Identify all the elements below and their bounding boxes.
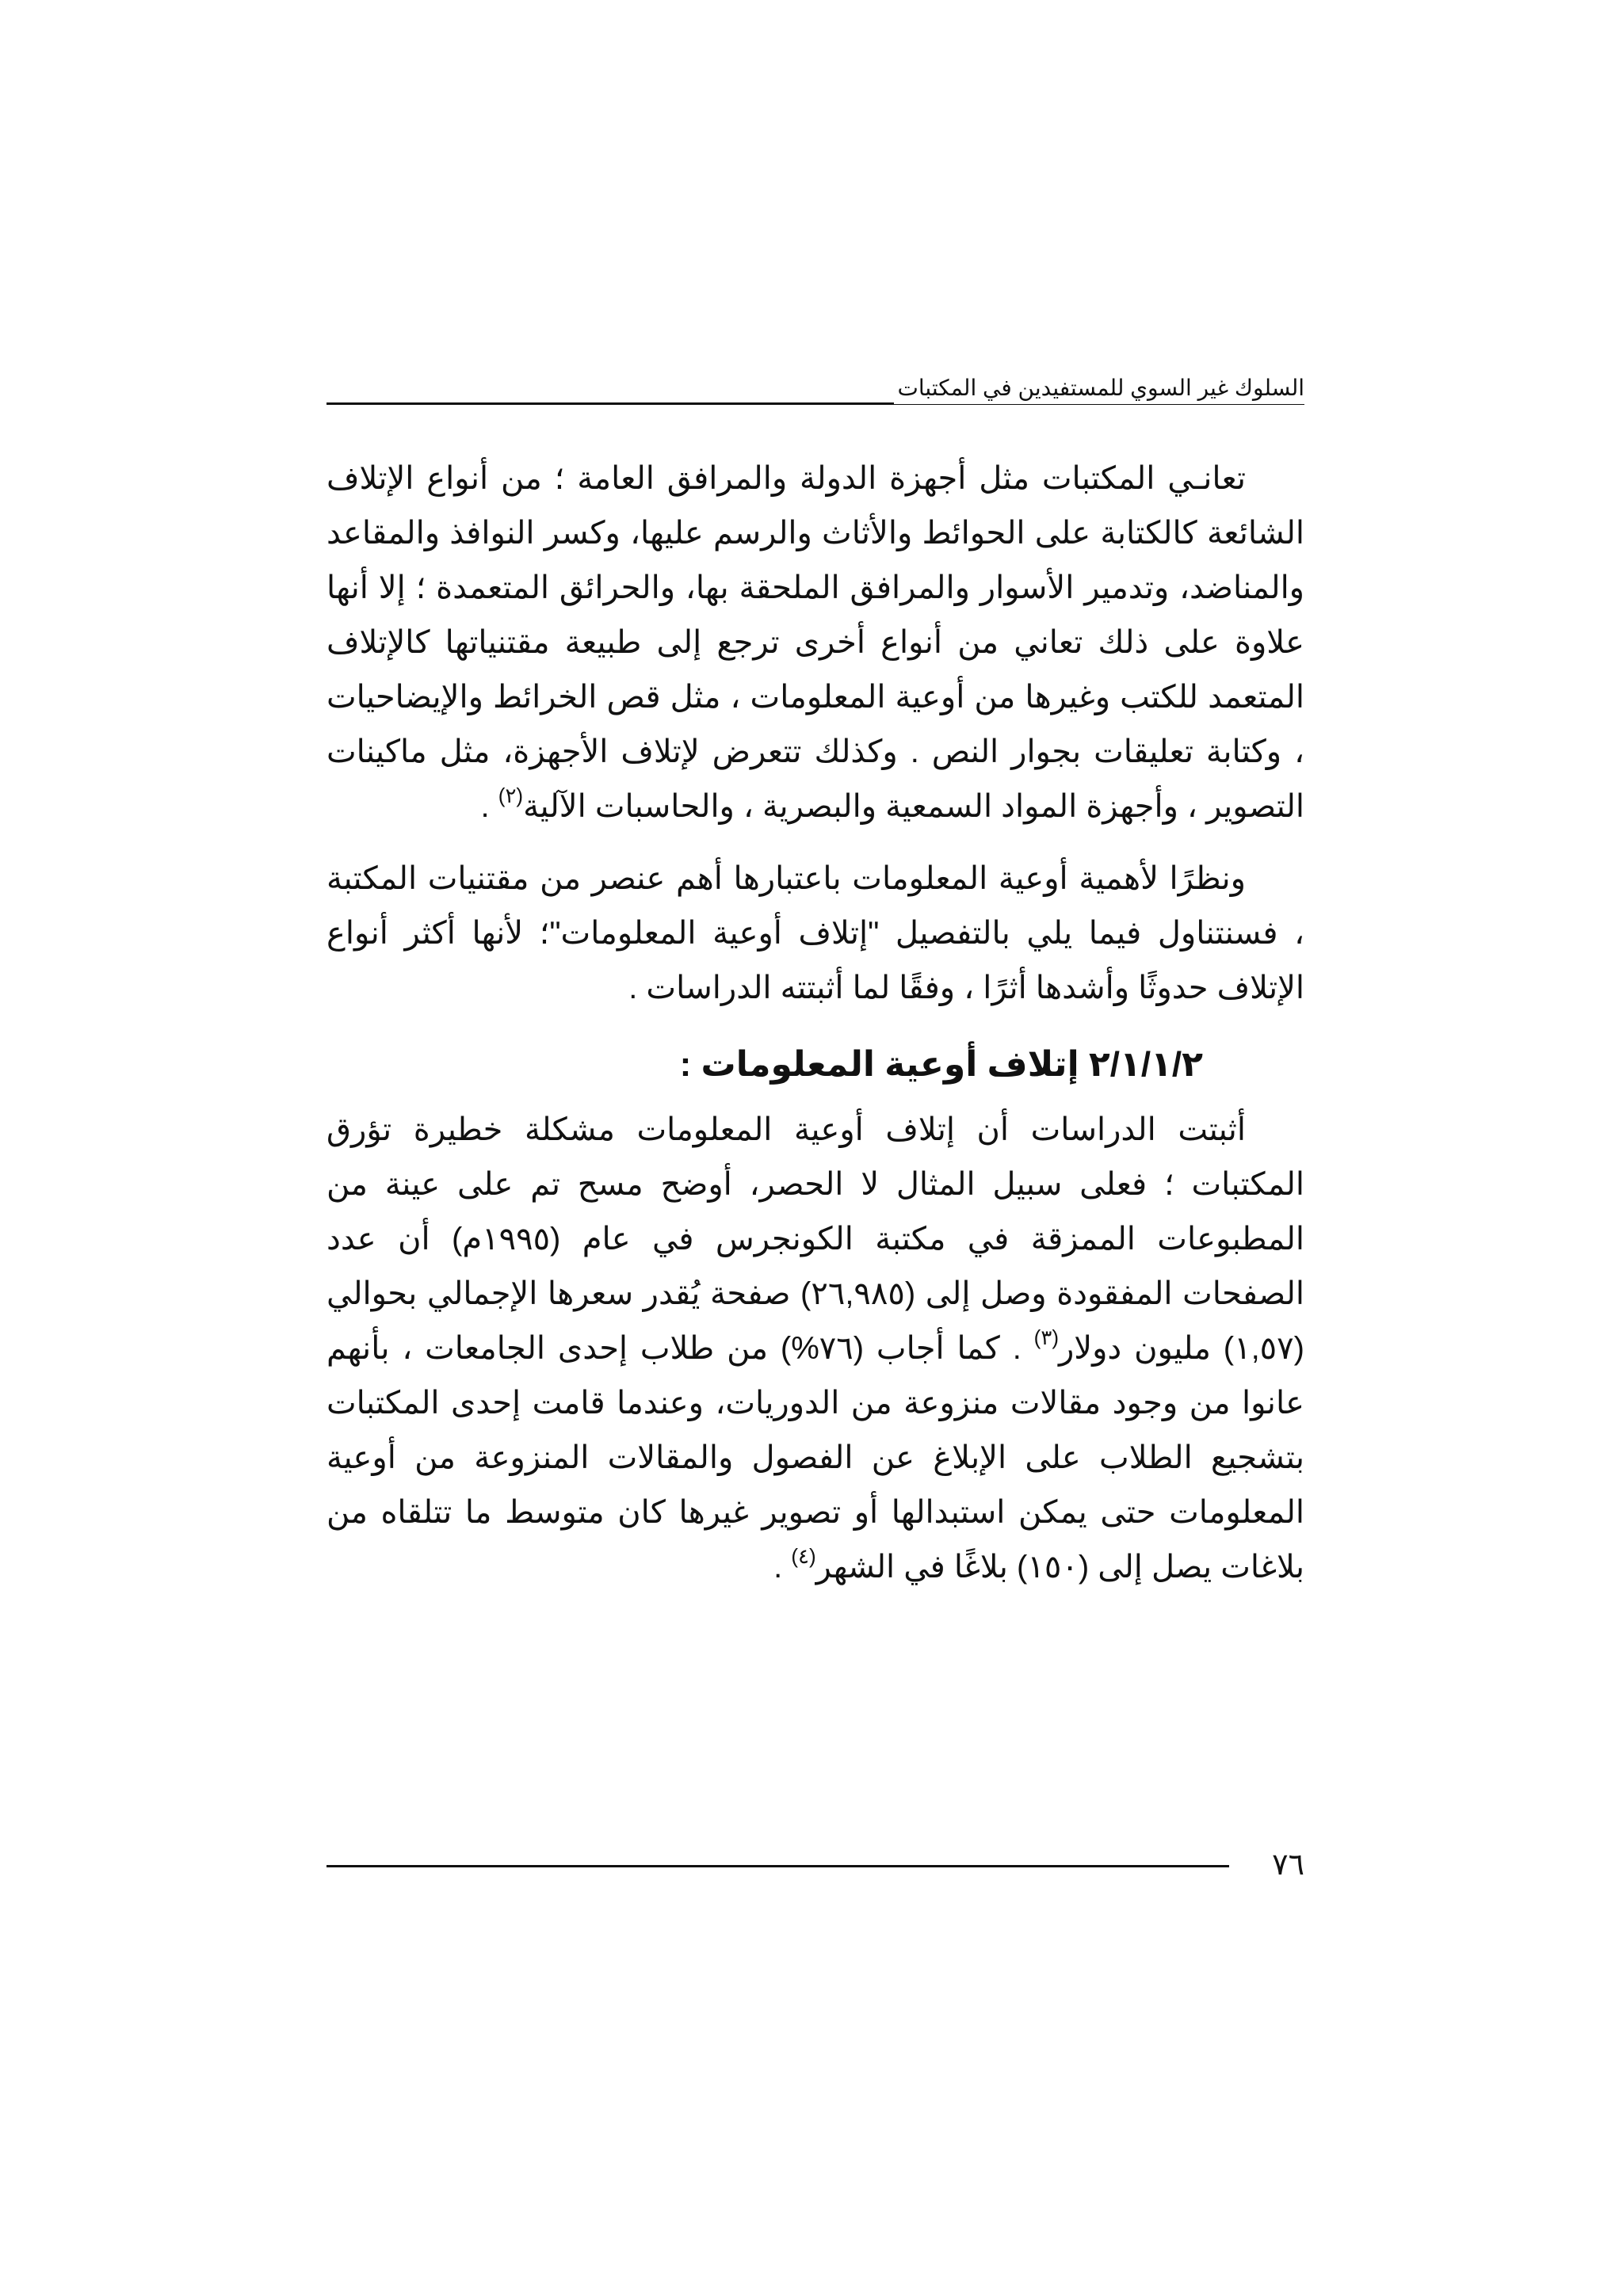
footnote-ref-2: (٢): [498, 783, 524, 807]
paragraph-3-text-b: . كما أجاب (٧٦%) من طلاب إحدى الجامعات ، بأنهم عانوا من وجود مقالات منزوعة من الدوريات، وعندما قامت إحدى المكتبات بتشجيع الطلاب على الإبلاغ عن الفصول والمقالات المنزوعة من أوعية المعلومات حتى يمكن استبدالها أو تصوير غيرها كان متوسط ما تتلقاه من بلاغات يصل إلى (١٥٠) بلاغًا في الشهر: [327, 1331, 1304, 1585]
paragraph-1: [327, 452, 1304, 834]
paragraph-3-text-a: أثبتت الدراسات أن إتلاف أوعية المعلومات مشكلة خطيرة تؤرق المكتبات ؛ فعلى سبيل المثال لا الحصر، أوضح مسح تم على عينة من المطبوعات الممزقة في مكتبة الكونجرس في عام (١٩٩٥م) أن عدد الصفحات المفقودة وصل إلى (٢٦,٩٨٥) صفحة يُقدر سعرها الإجمالي بحوالي (١,٥٧) مليون دولار: [327, 1112, 1305, 1366]
paragraph-1-text: تعانـي المكتبات مثل أجهزة الدولة والمرافق العامة ؛ من أنواع الإتلاف الشائعة كالكتابة على الحوائط والأثاث والرسم عليها، وكسر النوافذ والمقاعد والمناضد، وتدمير الأسوار والمرافق الملحقة بها، والحرائق المتعمدة ؛ إلا أنها علاوة على ذلك تعاني من أنواع أخرى ترجع إلى طبيعة مقتنياتها كالإتلاف المتعمد للكتب وغيرها من أوعية المعلومات ، مثل قص الخرائط والإيضاحيات ، وكتابة تعليقات بجوار النص . وكذلك تتعرض لإتلاف الأجهزة، مثل ماكينات التصوير ، وأجهزة المواد السمعية والبصرية ، والحاسبات الآلية: [327, 461, 1305, 824]
page-footer: [327, 1843, 1304, 1890]
page-number: ٧٦: [1272, 1848, 1304, 1882]
paragraph-1-tail: .: [480, 789, 498, 824]
body-text: [327, 452, 1304, 1595]
paragraph-2: [327, 852, 1304, 1016]
paragraph-3-tail: .: [773, 1550, 792, 1585]
footer-rule: [327, 1865, 1229, 1867]
running-header-title: السلوك غير السوي للمستفيدين في المكتبات: [894, 372, 1304, 404]
running-header: [327, 372, 1304, 412]
paragraph-2-text: ونظرًا لأهمية أوعية المعلومات باعتبارها أهم عنصر من مقتنيات المكتبة ، فسنتناول فيما يلي بالتفصيل "إتلاف أوعية المعلومات"؛ لأنها أكثر أنواع الإتلاف حدوثًا وأشدها أثرًا ، وفقًا لما أثبتته الدراسات .: [327, 861, 1304, 1005]
section-heading: ٢/١/١/٢ إتلاف أوعية المعلومات :: [679, 1045, 1203, 1084]
footnote-ref-4: (٤): [791, 1543, 816, 1568]
footnote-ref-3: (٣): [1033, 1325, 1059, 1349]
paragraph-3: [327, 1103, 1304, 1595]
